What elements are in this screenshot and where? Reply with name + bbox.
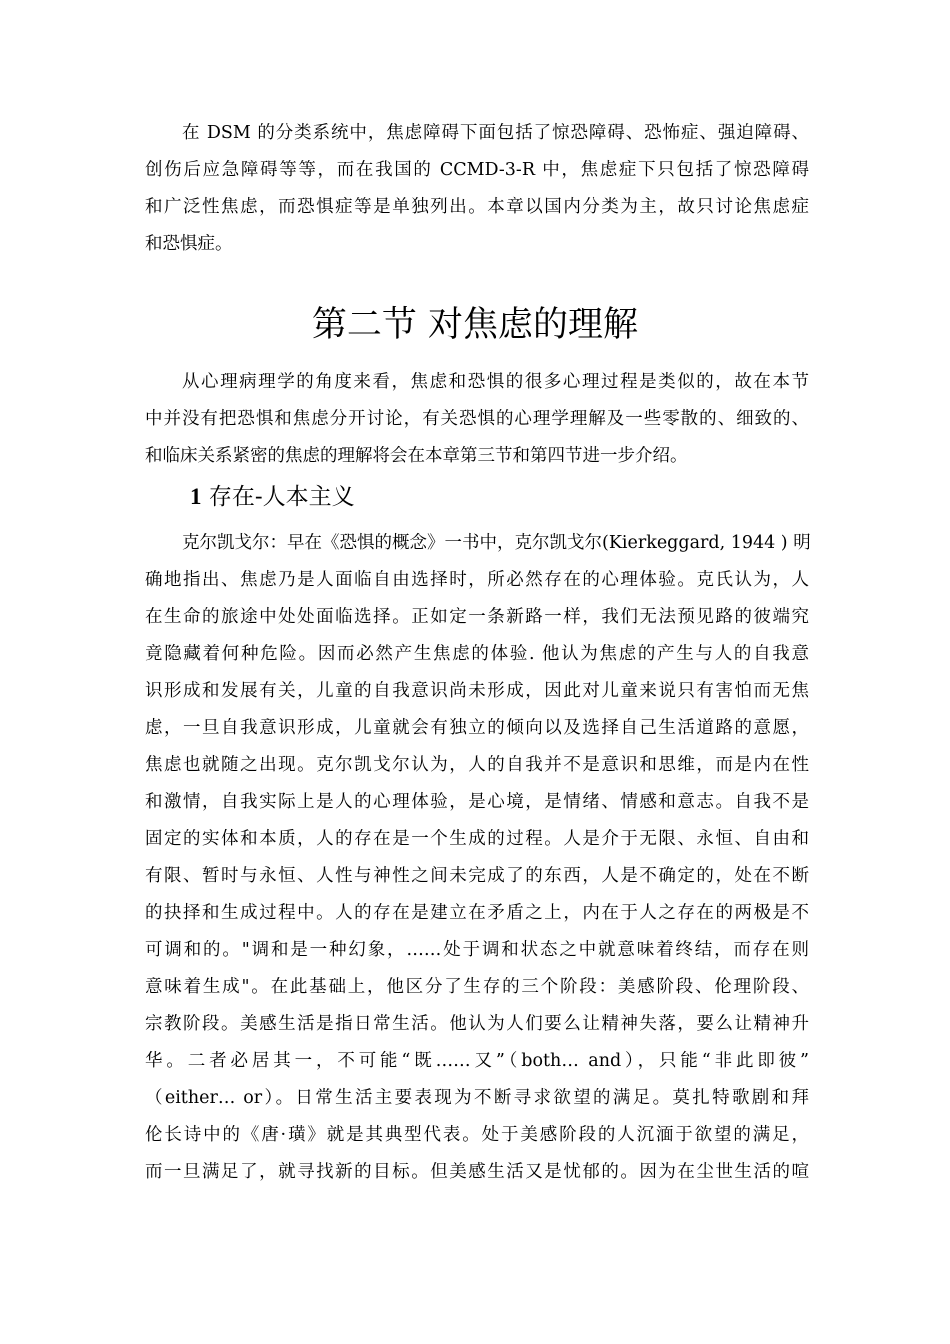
subsection-heading: [190, 482, 355, 512]
paragraph-3-line-10: 有限、暂时与永恒、人性与神性之间未完成了的东西，人是不确定的，处在不断: [145, 866, 809, 886]
paragraph-3-line-5: 识形成和发展有关，儿童的自我意识尚未形成，因此对儿童来说只有害怕而无焦: [145, 681, 809, 701]
paragraph-2-line-1: 从心理病理学的角度来看，焦虑和恐惧的很多心理过程是类似的，故在本节: [182, 372, 809, 392]
paragraph-1-line-4: 和恐惧症。: [145, 234, 233, 254]
paragraph-3-line-18: 而一旦满足了，就寻找新的目标。但美感生活又是忧郁的。因为在尘世生活的喧: [145, 1162, 809, 1182]
paragraph-3-line-4: 竟隐藏着何种危险。因而必然产生焦虑的体验. 他认为焦虑的产生与人的自我意: [145, 644, 809, 664]
paragraph-2-line-3: 和临床关系紧密的焦虑的理解将会在本章第三节和第四节进一步介绍。: [145, 446, 688, 466]
paragraph-3-line-17: 伦长诗中的《唐·璜》就是其典型代表。处于美感阶段的人沉湎于欲望的满足，: [145, 1125, 809, 1145]
paragraph-3-line-1: 克尔凯戈尔：早在《恐惧的概念》一书中，克尔凯戈尔(Kierkeggard, 1944 ) 明: [182, 533, 811, 553]
paragraph-3-line-13: 意味着生成"。在此基础上，他区分了生存的三个阶段：美感阶段、伦理阶段、: [145, 977, 809, 997]
paragraph-1-line-1: 在 DSM 的分类系统中，焦虑障碍下面包括了惊恐障碍、恐怖症、强迫障碍、: [182, 123, 809, 143]
paragraph-3-line-9: 固定的实体和本质，人的存在是一个生成的过程。人是介于无限、永恒、自由和: [145, 829, 809, 849]
paragraph-3-line-8: 和激情，自我实际上是人的心理体验，是心境，是情绪、情感和意志。自我不是: [145, 792, 809, 812]
paragraph-3-line-16: （either… or）。日常生活主要表现为不断寻求欲望的满足。莫扎特歌剧和拜: [145, 1088, 809, 1108]
paragraph-1-line-2: 创伤后应急障碍等等，而在我国的 CCMD-3-R 中，焦虑症下只包括了惊恐障碍: [145, 160, 809, 180]
paragraph-3-line-3: 在生命的旅途中处处面临选择。正如定一条新路一样，我们无法预见路的彼端究: [145, 607, 809, 627]
subsection-number: 1: [190, 484, 202, 509]
paragraph-3-line-7: 焦虑也就随之出现。克尔凯戈尔认为，人的自我并不是意识和思维，而是内在性: [145, 755, 809, 775]
paragraph-3-line-6: 虑，一旦自我意识形成，儿童就会有独立的倾向以及选择自己生活道路的意愿，: [145, 718, 809, 738]
paragraph-3-line-11: 的抉择和生成过程中。人的存在是建立在矛盾之上，内在于人之存在的两极是不: [145, 903, 809, 923]
paragraph-1-line-3: 和广泛性焦虑，而恐惧症等是单独列出。本章以国内分类为主，故只讨论焦虑症: [145, 197, 809, 217]
paragraph-3-line-14: 宗教阶段。美感生活是指日常生活。他认为人们要么让精神失落，要么让精神升: [145, 1014, 809, 1034]
subsection-title: 存在-人本主义: [208, 484, 355, 510]
section-heading: 第二节 对焦虑的理解: [311, 305, 639, 345]
paragraph-3-line-12: 可调和的。"调和是一种幻象，……处于调和状态之中就意味着终结，而存在则: [145, 940, 809, 960]
paragraph-3-line-15: 华。二者必居其一，不可能“既……又”（both… and），只能“非此即彼”: [145, 1051, 809, 1071]
paragraph-3-line-2: 确地指出、焦虑乃是人面临自由选择时，所必然存在的心理体验。克氏认为，人: [145, 570, 809, 590]
paragraph-2-line-2: 中并没有把恐惧和焦虑分开讨论，有关恐惧的心理学理解及一些零散的、细致的、: [145, 409, 809, 429]
